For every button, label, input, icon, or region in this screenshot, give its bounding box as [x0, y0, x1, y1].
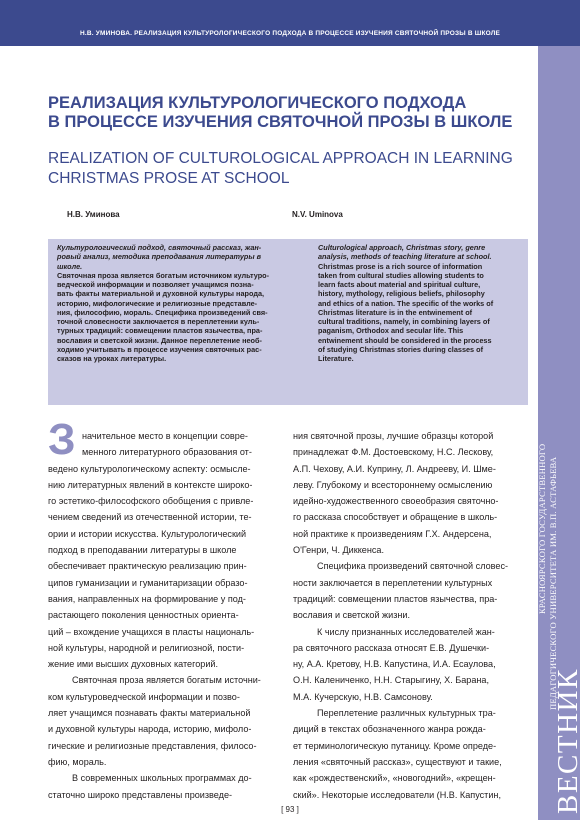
body-line: начительное место в концепции совре- — [82, 431, 248, 441]
body-line: го эстетико-философского обобщения с привле- — [48, 496, 254, 507]
abstract-line: турных традиций: совмещении пластов язычества, пра- — [57, 326, 263, 336]
body-line: Святочная проза является богатым источни- — [72, 675, 261, 686]
body-line: Переплетение различных культурных тра- — [317, 708, 496, 719]
body-line: леву. Глубокому и всестороннему осмыслению — [293, 479, 493, 490]
abstract-line: Культурологический подход, святочный рассказ, жан- — [57, 243, 262, 252]
body-line: принадлежат Ф.М. Достоевскому, Н.С. Лескову, — [293, 447, 494, 458]
body-line: ципов гуманизации и гуманитаризации образо- — [48, 577, 248, 588]
abstract-line: историю, мифологические и религиозные представле- — [57, 298, 258, 308]
body-line: М.А. Кучерскую, Н.В. Самсонову. — [293, 691, 433, 702]
abstract-line: and ethics of a nation. The specific of the works of — [318, 298, 494, 308]
university-name-line-1: КРАСНОЯРСКОГО ГОСУДАРСТВЕННОГО — [537, 443, 547, 614]
abstract-line: analysis, methods of teaching literature at school. — [318, 252, 492, 262]
body-line: вания, направленных на формирование у под- — [48, 593, 246, 604]
body-line: ций – вхождение учащихся в пласты националь- — [48, 626, 255, 637]
abstract-line: Culturological approach, Christmas story, genre — [318, 243, 486, 252]
abstract-line: learn facts about material and spiritual culture, — [318, 280, 481, 289]
body-line: традиций: совмещении пластов язычества, пра- — [293, 593, 498, 604]
body-line: А.П. Чехову, А.И. Куприну, Л. Андрееву, И. Шме- — [293, 463, 496, 474]
header-bar — [0, 0, 580, 46]
abstract-line: вать факты материальной и духовной культуры народа, — [57, 289, 265, 299]
author-name-ru: Н.В. Уминова — [67, 210, 120, 219]
body-line: нию литературных явлений в контексте широко- — [48, 479, 253, 490]
journal-title: ВЕСТНИК — [552, 668, 584, 814]
body-line: Специфика произведений святочной словес- — [317, 561, 509, 572]
abstract-line: ведческой информации и позволяет учащимся позна- — [57, 280, 254, 289]
body-line: ведено культурологическому аспекту: осмысле- — [48, 463, 251, 474]
body-line: В современных школьных программах до- — [72, 773, 252, 784]
body-line: ории и истории искусства. Культурологический — [48, 528, 247, 539]
body-line: и духовной культуры народа, историю, мифоло- — [48, 724, 252, 735]
abstract-line: точной словесности заключается в переплетении куль- — [57, 317, 260, 326]
body-line: О'Генри, Ч. Диккенса. — [293, 545, 385, 556]
abstract-line: сказов на уроках литературы. — [57, 354, 167, 363]
abstract-line: школе. — [57, 261, 83, 271]
body-line: ной практике к произведениям Г.Х. Андерсена, — [293, 528, 492, 539]
abstract-line: of studying Christmas stories during classes of — [318, 344, 484, 354]
body-line: растающего поколения ценностных ориента- — [48, 610, 239, 621]
body-line: ра святочного рассказа относят Е.В. Душечки- — [293, 642, 490, 653]
body-line: подход в преподавании литературы в школе — [48, 545, 237, 556]
abstract-line: ния, философию, мораль. Специфика произведений свя- — [57, 307, 268, 317]
body-line: жение ими высших духовных категорий. — [48, 659, 219, 670]
body-line: гические и религиозные представления, филосо- — [48, 740, 257, 751]
page-number: [ 93 ] — [281, 805, 299, 814]
abstract-line: taken from cultural studies allowing students to — [318, 270, 484, 280]
title-ru-line: РЕАЛИЗАЦИЯ КУЛЬТУРОЛОГИЧЕСКОГО ПОДХОДА — [48, 94, 467, 112]
title-ru-line: В ПРОЦЕССЕ ИЗУЧЕНИЯ СВЯТОЧНОЙ ПРОЗЫ В ШКОЛЕ — [48, 113, 513, 131]
abstract-line: ходимо учитывать в процессе изучения святочных рас- — [57, 344, 262, 354]
title-en-line: CHRISTMAS PROSE AT SCHOOL — [48, 170, 290, 187]
title-en-line: REALIZATION OF CULTUROLOGICAL APPROACH IN LEARNING — [48, 150, 513, 167]
abstract-line: paganism, Orthodox and secular life. This — [318, 326, 464, 336]
abstract-line: history, mythology, religious beliefs, philosophy — [318, 289, 485, 299]
body-line: ну, А.А. Кретову, Н.В. Капустина, И.А. Есаулова, — [293, 659, 496, 670]
article-title-ru — [48, 94, 528, 132]
abstract-line: cultural traditions, namely, in combining layers of — [318, 317, 490, 326]
body-line: идейно-художественного своеобразия святочно- — [293, 496, 499, 507]
body-line: ский». Некоторые исследователи (Н.В. Капустин, — [293, 789, 501, 800]
abstract-line: Christmas prose is a rich source of information — [318, 261, 483, 271]
body-line: менного литературного образования от- — [82, 447, 252, 458]
article-title-en — [48, 149, 528, 189]
body-line: вославия и светской жизни. — [293, 610, 411, 621]
body-line: статочно широко представлены произведе- — [48, 789, 233, 800]
body-line: диций в текстах обозначенного жанра рожда- — [293, 724, 486, 735]
body-line: ет терминологическую путаницу. Кроме опреде- — [293, 740, 497, 751]
abstract-line: ровый анализ, методика преподавания литературы в — [57, 252, 262, 262]
abstract-line: Literature. — [318, 354, 354, 363]
abstract-ru — [57, 243, 275, 363]
drop-cap: З — [48, 415, 76, 464]
body-column-left — [48, 428, 276, 803]
body-line: чением сведений из отечественной истории, те- — [48, 512, 252, 523]
author-name-en: N.V. Uminova — [292, 210, 343, 219]
abstract-line: вославия и светской жизни. Данное переплетение необ- — [57, 335, 262, 345]
body-line: обеспечивает практическую реализацию прин- — [48, 561, 247, 572]
body-line: ния святочной прозы, лучшие образцы которой — [293, 431, 494, 441]
body-line: ляет учащимся познавать факты материальной — [48, 708, 251, 719]
body-line: го рассказа способствует и обращение в школь- — [293, 512, 498, 523]
body-line: ности заключается в переплетении культурных — [293, 577, 493, 588]
abstract-line: Christmas literature is in the entwinement of — [318, 307, 473, 317]
body-line: ком культуроведческой информации и позво- — [48, 691, 240, 702]
body-line: фию, мораль. — [48, 756, 107, 767]
body-line: ления «святочный рассказ», существуют и такие, — [293, 756, 502, 767]
abstract-line: Святочная проза является богатым источником культуро- — [57, 270, 270, 280]
running-head: Н.В. УМИНОВА. РЕАЛИЗАЦИЯ КУЛЬТУРОЛОГИЧЕСКОГО ПОДХОДА В ПРОЦЕССЕ ИЗУЧЕНИЯ СВЯТОЧНОЙ ПРОЗЫ В ШКОЛЕ — [79, 30, 501, 37]
abstract-line: entwinement should be considered in the process — [318, 335, 492, 345]
body-line: ной культуры, народной и религиозной, пости- — [48, 642, 245, 653]
body-line: О.Н. Калениченко, Н.Н. Старыгину, Х. Барана, — [293, 675, 490, 686]
university-name-line-2: ПЕДАГОГИЧЕСКОГО УНИВЕРСИТЕТА ИМ. В.П. АСТАФЬЕВА — [548, 456, 558, 710]
body-line: К числу признанных исследователей жан- — [317, 626, 495, 637]
body-column-right — [293, 428, 526, 803]
abstract-en — [318, 243, 514, 363]
body-line: как «рождественский», «новогодний», «крещен- — [293, 773, 496, 784]
